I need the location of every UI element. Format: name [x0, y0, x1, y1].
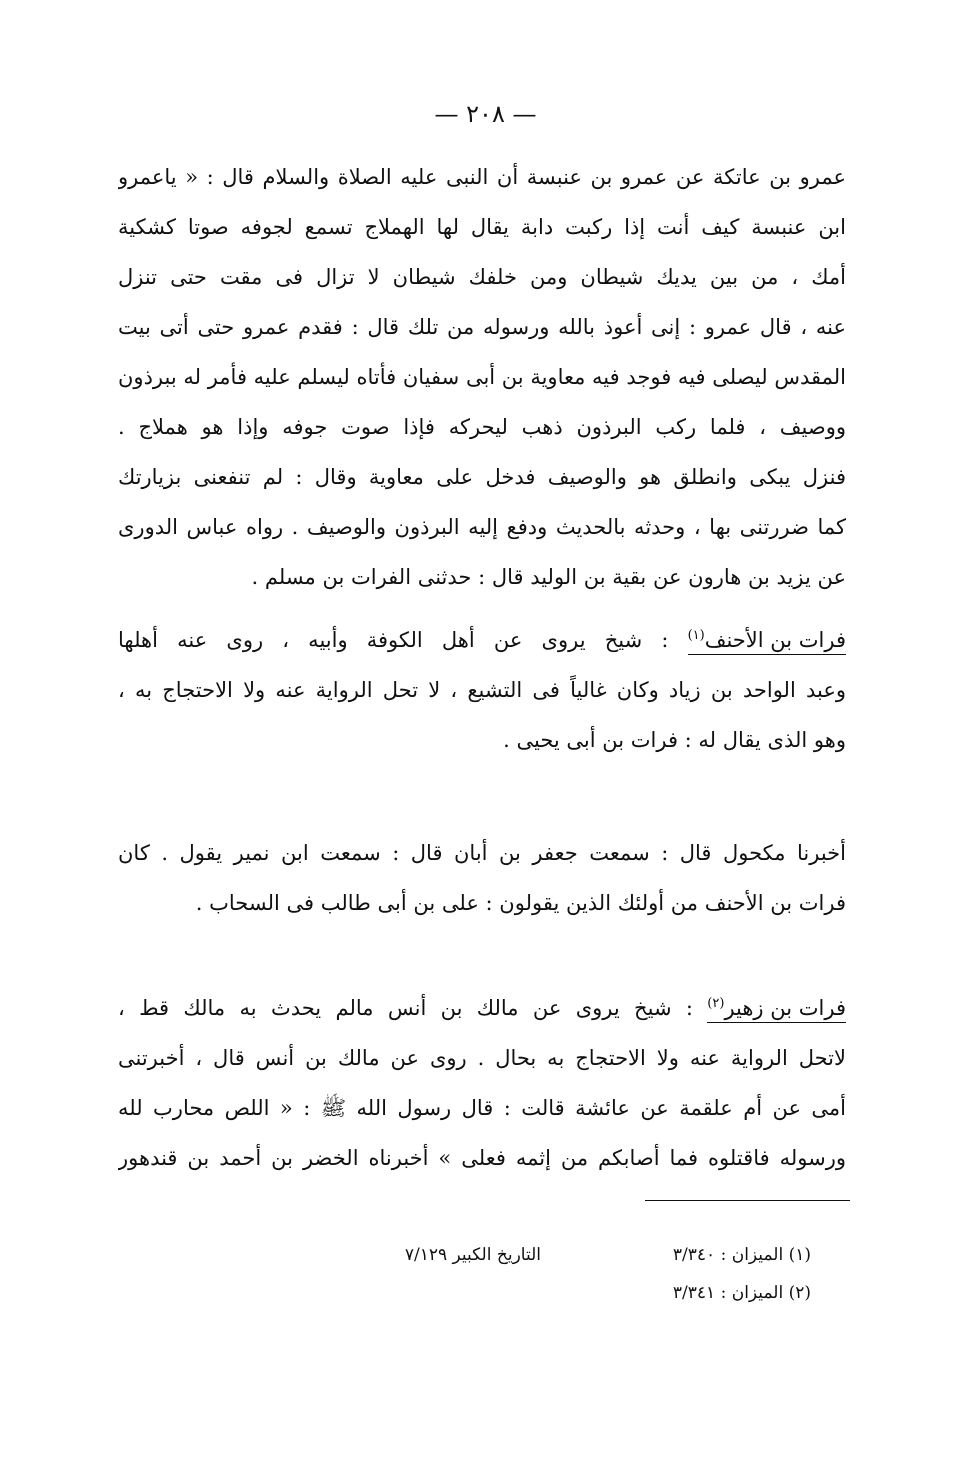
- text-line: أخبرنا مكحول قال : سمعت جعفر بن أبان قال : سمعت ابن نمير يقول . كان: [118, 841, 846, 865]
- text-line: كما ضررتنى بها ، وحدثه بالحديث ودفع إليه البرذون والوصيف . رواه عباس الدورى: [118, 515, 846, 539]
- text-line: فرات بن الأحنف من أولئك الذين يقولون : على بن أبى طالب فى السحاب .: [195, 891, 846, 915]
- footnote-1-reference: التاريخ الكبير ٧/١٢٩: [404, 1245, 541, 1265]
- text-line: أمى عن أم علقمة عن عائشة قالت : قال رسول الله ﷺ : « اللص محارب لله: [118, 1096, 846, 1120]
- footnote-row: [0, 1274, 971, 1312]
- text-line: وهو الذى يقال له : فرات بن أبى يحيى .: [503, 728, 846, 752]
- entry-first-line: [118, 983, 846, 1033]
- entry-furat-ibn-zuhayr: [118, 983, 846, 1183]
- text-line: عن يزيد بن هارون عن بقية بن الوليد قال : حدثنى الفرات بن مسلم .: [251, 565, 846, 589]
- text-line: عنه ، قال عمرو : إنى أعوذ بالله ورسوله من تلك قال : فقدم عمرو حتى أتى بيت: [118, 315, 846, 339]
- footnote-marker: (٢): [707, 996, 725, 1011]
- text-line: لاتحل الرواية عنه ولا الاحتجاج به بحال . روى عن مالك بن أنس قال ، أخبرتنى: [118, 1046, 846, 1070]
- footnote-row: [0, 1236, 971, 1274]
- entry-first-line: [118, 615, 846, 665]
- entry-heading-name: فرات بن زهير: [724, 996, 846, 1020]
- page-number: — ٢٠٨ —: [434, 100, 537, 128]
- entry-heading: [688, 622, 846, 655]
- text-line: فنزل يبكى وانطلق هو والوصيف فدخل على معاوية وقال : لم تنفعنى بزيارتك: [118, 465, 846, 489]
- entry-furat-ibn-al-ahnaf: [118, 615, 846, 765]
- entry-heading: [707, 990, 846, 1023]
- text-line: أمك ، من بين يديك شيطان ومن خلفك شيطان لا تزال فى مقت حتى تنزل: [118, 265, 846, 289]
- text-line: عمرو بن عاتكة عن عمرو بن عنبسة أن النبى عليه الصلاة والسلام قال : « ياعمرو: [118, 165, 846, 189]
- paragraph-amr-hadith: [118, 152, 846, 602]
- entry-first-line-text: : شيخ يروى عن مالك بن أنس مالم يحدث به مالك قط ،: [118, 996, 693, 1020]
- text-line: ووصيف ، فلما ركب البرذون ذهب ليحركه فإذا صوت جوفه وإذا هو هملاج .: [118, 415, 846, 439]
- text-line: ابن عنبسة كيف أنت إذا ركبت دابة يقال لها الهملاج تسمع لجوفه صوتا كشكية: [118, 215, 846, 239]
- footnote-separator: [645, 1200, 850, 1201]
- text-line: المقدس ليصلى فيه فوجد فيه معاوية بن أبى سفيان فأتاه ليسلم عليه فأمر له ببرذون: [118, 365, 846, 389]
- entry-heading-name: فرات بن الأحنف: [704, 628, 846, 652]
- text-line: وعبد الواحد بن زياد وكان غالياً فى التشيع ، لا تحل الرواية عنه ولا الاحتجاج به ،: [118, 678, 846, 702]
- footnote-1: (١) الميزان : ٣/٣٤٠: [672, 1245, 811, 1265]
- footnote-marker: (١): [687, 628, 705, 643]
- paragraph-makhul-report: [118, 828, 846, 928]
- footnotes: [0, 1236, 971, 1312]
- footnote-2: (٢) الميزان : ٣/٣٤١: [672, 1283, 811, 1303]
- text-line: ورسوله فاقتلوه فما أصابكم من إثمه فعلى » أخبرناه الخضر بن أحمد بن قندهور: [118, 1146, 846, 1170]
- entry-first-line-text: : شيخ يروى عن أهل الكوفة وأبيه ، روى عنه أهلها: [118, 628, 669, 652]
